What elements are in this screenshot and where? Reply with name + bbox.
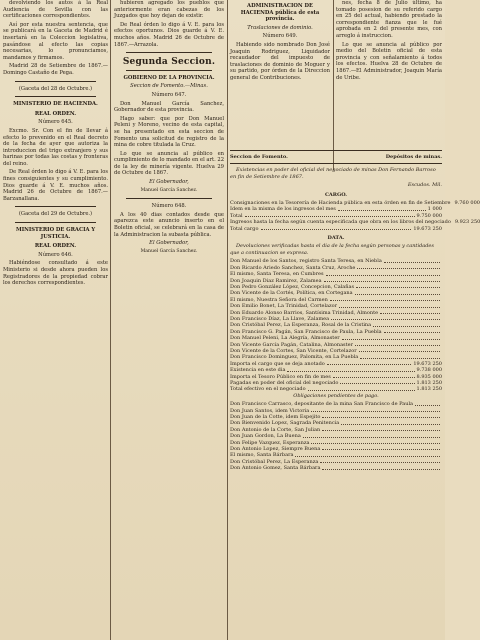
ledger-label: El mismo, Santa Bárbara bbox=[230, 452, 294, 459]
leader-dots bbox=[357, 265, 440, 269]
ledger-label: Idem en la misma de los ingresos del mes bbox=[230, 206, 336, 213]
column-2 bbox=[114, 0, 224, 257]
column-1 bbox=[3, 0, 108, 289]
fomento-label: Seccion de Fomento. bbox=[230, 154, 288, 160]
government-heading: GOBIERNO DE LA PROVINCIA. bbox=[123, 74, 215, 81]
ledger-label: Ingresos hasta la fecha según cuenta especificada que obra en los libros del negociado bbox=[230, 219, 451, 226]
divider bbox=[126, 70, 212, 71]
ledger-label: Don Manuel de los Santos, registro Santa Teresa, en Niebla bbox=[230, 258, 382, 265]
cargo-list bbox=[230, 200, 480, 232]
ledger-label: Total efectivo en el negociado bbox=[230, 386, 306, 393]
ledger-label: Don Francisco Díaz, La Llave, Zalamea bbox=[230, 315, 330, 322]
ministry-heading: MINISTERIO DE GRACIA Y JUSTICIA. bbox=[15, 227, 96, 240]
column-divider bbox=[110, 0, 111, 640]
ledger-amount: 19.673 250 bbox=[413, 225, 442, 232]
leader-dots bbox=[322, 427, 440, 431]
data-intro: Devoluciones verificadas hasta el dia de la fecha según personas y cantidades que a continuacion se expresa. bbox=[230, 243, 434, 256]
unit-label: Escudos. Mil. bbox=[407, 182, 442, 189]
ledger-label: Don Cristóbal Perez, La Esperanza bbox=[230, 458, 319, 465]
leader-dots bbox=[342, 335, 440, 339]
order-number: Número 645. bbox=[38, 119, 73, 126]
ledger-label: Don Felipe Vazquez, Esperanza bbox=[230, 439, 310, 446]
paragraph: Lo que se anuncia al público por medio del Boletin oficial de esta provincia y con señalamiento á todos los efectos. Huelva 28 de Octubre de 1867.—El Administrador, Joaquin María de Uribe. bbox=[336, 41, 442, 81]
leader-dots bbox=[303, 433, 440, 437]
leader-dots bbox=[373, 322, 440, 326]
leader-dots bbox=[322, 446, 440, 450]
ledger-label: Don Joaquin Diaz Ramirez, Zalamea bbox=[230, 277, 322, 284]
ledger-label: Pagadas en poder del oficial del negociado bbox=[230, 380, 339, 386]
ledger-label: Existencia en este dia bbox=[230, 367, 286, 374]
paragraph: nes, fecha 8 de Julio último, ha tomado posesion de su referido cargo en 25 del actual, habiendo prestado la correspondiente fianza que le fué aprobada en 2 del presente mes, con arreglo á instruccion. bbox=[336, 0, 442, 39]
paragraph: Excmo. Sr. Con el fin de llevar á efecto lo prevenido en el Real decreto de la fecha de ayer que autoriza la introduccion del trigo extranjero y sus harinas por todas las costas y fronteras del reino. bbox=[3, 127, 108, 167]
leader-dots bbox=[330, 297, 440, 301]
data-heading: DATA. bbox=[327, 235, 345, 242]
ledger-label: Don Francisco Carrasco, depositante de la mina San Francisco de Paula bbox=[230, 401, 414, 408]
mining-deposits-statement bbox=[230, 150, 480, 472]
ledger-amount: 9.750 000 bbox=[416, 212, 442, 219]
department-heading: Seccion de Fomento.—Minas. bbox=[130, 83, 208, 90]
ledger-label: Don Juan Gordon, La Buena bbox=[230, 433, 301, 440]
ledger-label: Importa el Tesoro Público en fin de mes bbox=[230, 373, 331, 380]
leader-dots bbox=[384, 258, 440, 262]
deposits-label: Depósitos de minas. bbox=[385, 154, 442, 160]
column-divider bbox=[227, 0, 228, 640]
ledger-label: Don Antonio de la Corte, San Julian bbox=[230, 426, 321, 433]
paragraph: De Real órden lo digo á V. E. para los efectos oportunos. Dios guarde á V. E. muchos años. Madrid 26 de Octubre de 1867.—Arrazola. bbox=[114, 21, 224, 48]
signature-title: El Gobernador, bbox=[149, 179, 189, 186]
leader-dots bbox=[380, 310, 440, 314]
leader-dots bbox=[359, 348, 440, 352]
administration-heading: ADMINISTRACION DE HACIENDA pública de esta provincia. bbox=[240, 3, 320, 23]
ledger-label: Don Antonio Gomez, Santa Bárbara bbox=[230, 465, 321, 472]
ministry-heading: MINISTERIO DE HACIENDA. bbox=[13, 101, 98, 108]
pending-heading: Obligaciones pendientes de pago. bbox=[293, 392, 379, 399]
ledger-label: Don Vicente de la Cortés, Política, en Cortegana bbox=[230, 290, 353, 297]
leader-dots bbox=[287, 367, 414, 371]
paragraph: devolviendo los autos á la Real Audiencia de Sevilla con las certificaciones correspondientes. bbox=[3, 0, 108, 20]
leader-dots bbox=[320, 459, 440, 463]
column-4 bbox=[336, 0, 442, 83]
ledger-amount: 1 000 bbox=[427, 206, 442, 213]
leader-dots bbox=[311, 408, 440, 412]
leader-dots bbox=[355, 342, 440, 346]
ledger-amount: 9.923 250 bbox=[454, 219, 480, 226]
ledger-label: Don Manuel Peleni, La Alegría, Almonaster bbox=[230, 335, 340, 342]
unit-row bbox=[230, 182, 442, 188]
leader-dots bbox=[338, 206, 426, 210]
leader-dots bbox=[261, 226, 412, 230]
leader-dots bbox=[415, 401, 440, 405]
cargo-heading: CARGO. bbox=[324, 191, 348, 198]
ledger-amount: 19.673 250 bbox=[413, 360, 442, 367]
ledger-label: Don Francisco Dominguez, Palomita, en La Puebla bbox=[230, 354, 359, 361]
leader-dots bbox=[322, 414, 440, 418]
leader-dots bbox=[356, 284, 440, 288]
pending-list bbox=[230, 401, 442, 471]
ledger-label: Don Emilio Bonet, La Trinidad, Cortelazor bbox=[230, 303, 338, 310]
ledger-amount: 1.813 250 bbox=[416, 380, 442, 386]
divider bbox=[126, 198, 212, 199]
leader-dots bbox=[324, 278, 440, 282]
order-number: Número 646. bbox=[38, 251, 73, 258]
ledger-label: Don Vicente de la Cortes, San Vicente, Cortelazor bbox=[230, 347, 357, 354]
ledger-amount: 9.760 000 bbox=[454, 200, 480, 207]
column-3 bbox=[230, 0, 330, 84]
ledger-label: Don Ricardo Ariedo Sanchez, Santa Cruz, Aroche bbox=[230, 264, 356, 271]
ledger-row bbox=[230, 465, 442, 471]
paragraph: Así por esta nuestra sentencia, que se publicará en la Gaceta de Madrid é insertará en la Coleccion legislativa, pasándose al efecto las copias necesarias, lo pronunciamos, mandamos y firmamos. bbox=[3, 21, 108, 61]
signature-title: El Gobernador, bbox=[149, 240, 189, 247]
ledger-amount: 1.813 250 bbox=[416, 386, 442, 393]
ledger-label: Total cargo bbox=[230, 225, 259, 232]
ledger-label: Don Cristóbal Perez, La Esperanza, Rosal de la Cristina bbox=[230, 322, 372, 329]
leader-dots bbox=[322, 465, 440, 469]
ledger-label: Total bbox=[230, 212, 243, 219]
paragraph: Habiendo sido nombrado Don José Joaquin Rodriguez, Liquidador recaudador del impuesto de traslaciones de dominio de Moguer y su partido, por órden de la Direccion general de Contribuciones. bbox=[230, 41, 330, 81]
leader-dots bbox=[355, 290, 440, 294]
ledger-label: Don Francisco G. Pagán, San Francisco de Paula, La Puebla bbox=[230, 328, 382, 335]
ledger-amount: 8.935 000 bbox=[416, 373, 442, 380]
gazette-date: (Gaceta del 28 de Octubre.) bbox=[18, 85, 93, 92]
divider bbox=[126, 52, 212, 53]
leader-dots bbox=[327, 361, 412, 365]
divider bbox=[15, 96, 96, 97]
section-title: Segunda Seccion. bbox=[122, 57, 216, 68]
divider bbox=[15, 81, 96, 82]
column-divider bbox=[333, 0, 334, 170]
paragraph: Habiéndose consultado á este Ministerio si desde ahora pueden los Registradores de la propiedad cobrar los derechos correspondientes. bbox=[3, 260, 108, 287]
ledger-row bbox=[230, 226, 442, 232]
leader-dots bbox=[245, 213, 415, 217]
ledger-label: Don Juan Santos, idem Victoria bbox=[230, 407, 310, 414]
paragraph: De Real órden lo digo á V. E. para los fines consiguientes y su cumplimiento. Dios guarde á V. E. muchos años. Madrid 26 de Octubre de 1867.—Barzanallana. bbox=[3, 169, 108, 202]
leader-dots bbox=[384, 329, 440, 333]
leader-dots bbox=[326, 271, 440, 275]
ledger-amount: 9.738 000 bbox=[416, 367, 442, 374]
order-heading: REAL ORDEN. bbox=[34, 243, 77, 250]
gazette-date: (Gaceta del 29 de Octubre.) bbox=[18, 211, 93, 218]
leader-dots bbox=[340, 380, 414, 384]
ledger-label: Don Eduardo Alonso Barrios, Santísima Trinidad, Almonte bbox=[230, 309, 379, 316]
ledger-label: Don Pedro González López, Concepcion, Calañas bbox=[230, 283, 355, 290]
ledger-label: Don Bienvenido Lopez, Sagrada Penitencia bbox=[230, 420, 340, 427]
ledger-label: Importa el cargo que se deja anotado bbox=[230, 360, 325, 367]
leader-dots bbox=[339, 303, 440, 307]
divider bbox=[15, 206, 96, 207]
totals-list bbox=[230, 361, 442, 393]
leader-dots bbox=[308, 386, 415, 390]
paragraph: Lo que se anuncia al público en cumplimiento de lo mandado en el art. 22 de la ley de minería vigente. Huelva 29 de Octubre de 1867. bbox=[114, 150, 224, 177]
ledger-label: Consignaciones en la Tesorería de Hacienda pública en esta órden en fin de Setiembre bbox=[230, 200, 451, 207]
divider bbox=[230, 163, 442, 164]
paragraph: Don Manuel García Sanchez, Gobernador de esta provincia. bbox=[114, 100, 224, 114]
order-heading: REAL ORDEN. bbox=[34, 110, 77, 117]
notice-number: Número 649. bbox=[262, 33, 298, 40]
statement-intro: Existencias en poder del oficial del negociado de minas Don Fernando Barroso en fin de Setiembre de 1867. bbox=[230, 167, 436, 180]
refund-list bbox=[230, 258, 442, 361]
divider bbox=[15, 222, 96, 223]
leader-dots bbox=[295, 452, 440, 456]
ledger-label: El mismo, Nuestra Señora del Carmen bbox=[230, 296, 328, 303]
ledger-label: Don Juan de la Cotte, idem Espejito bbox=[230, 414, 321, 421]
divider bbox=[230, 150, 442, 151]
notice-number: Número 647. bbox=[151, 91, 187, 98]
paragraph: Hago saber: que por Don Manuel Peleni y Moreno, vecino de esta capital, se ha presentado en esta seccion de Fomento una solicitud de registro de la mina de cobre titulada la Cruz. bbox=[114, 115, 224, 149]
fomento-header bbox=[230, 154, 442, 160]
paragraph: Madrid 28 de Setiembre de 1867.—Domingo Castaño de Pega. bbox=[3, 63, 108, 76]
ledger-label: Don Antonio Lopez, Siempre Buena bbox=[230, 446, 321, 453]
paragraph: A los 40 dias contados desde que aparezca este anuncio inserto en el Boletin oficial, se celebrará en la casa de la Administracion la subasta pública. bbox=[114, 211, 224, 238]
leader-dots bbox=[311, 440, 440, 444]
subheading: Traslaciones de dominio. bbox=[247, 24, 313, 31]
signature-name: Manuel García Sanchez. bbox=[140, 248, 198, 254]
leader-dots bbox=[341, 420, 440, 424]
leader-dots bbox=[360, 354, 440, 358]
signature-name: Manuel García Sanchez. bbox=[140, 187, 198, 193]
paragraph: hubieren agregado los pueblos que anteriormente eran cabezas de los Juzgados que hoy dejan de existir. bbox=[114, 0, 224, 20]
ledger-label: Don Vicente García Pagán, Catalina, Almonaster bbox=[230, 341, 353, 348]
ledger-label: El mismo, Santa Teresa, en Cumbres bbox=[230, 271, 324, 278]
leader-dots bbox=[333, 374, 415, 378]
notice-number: Número 648. bbox=[151, 203, 187, 210]
leader-dots bbox=[331, 316, 440, 320]
